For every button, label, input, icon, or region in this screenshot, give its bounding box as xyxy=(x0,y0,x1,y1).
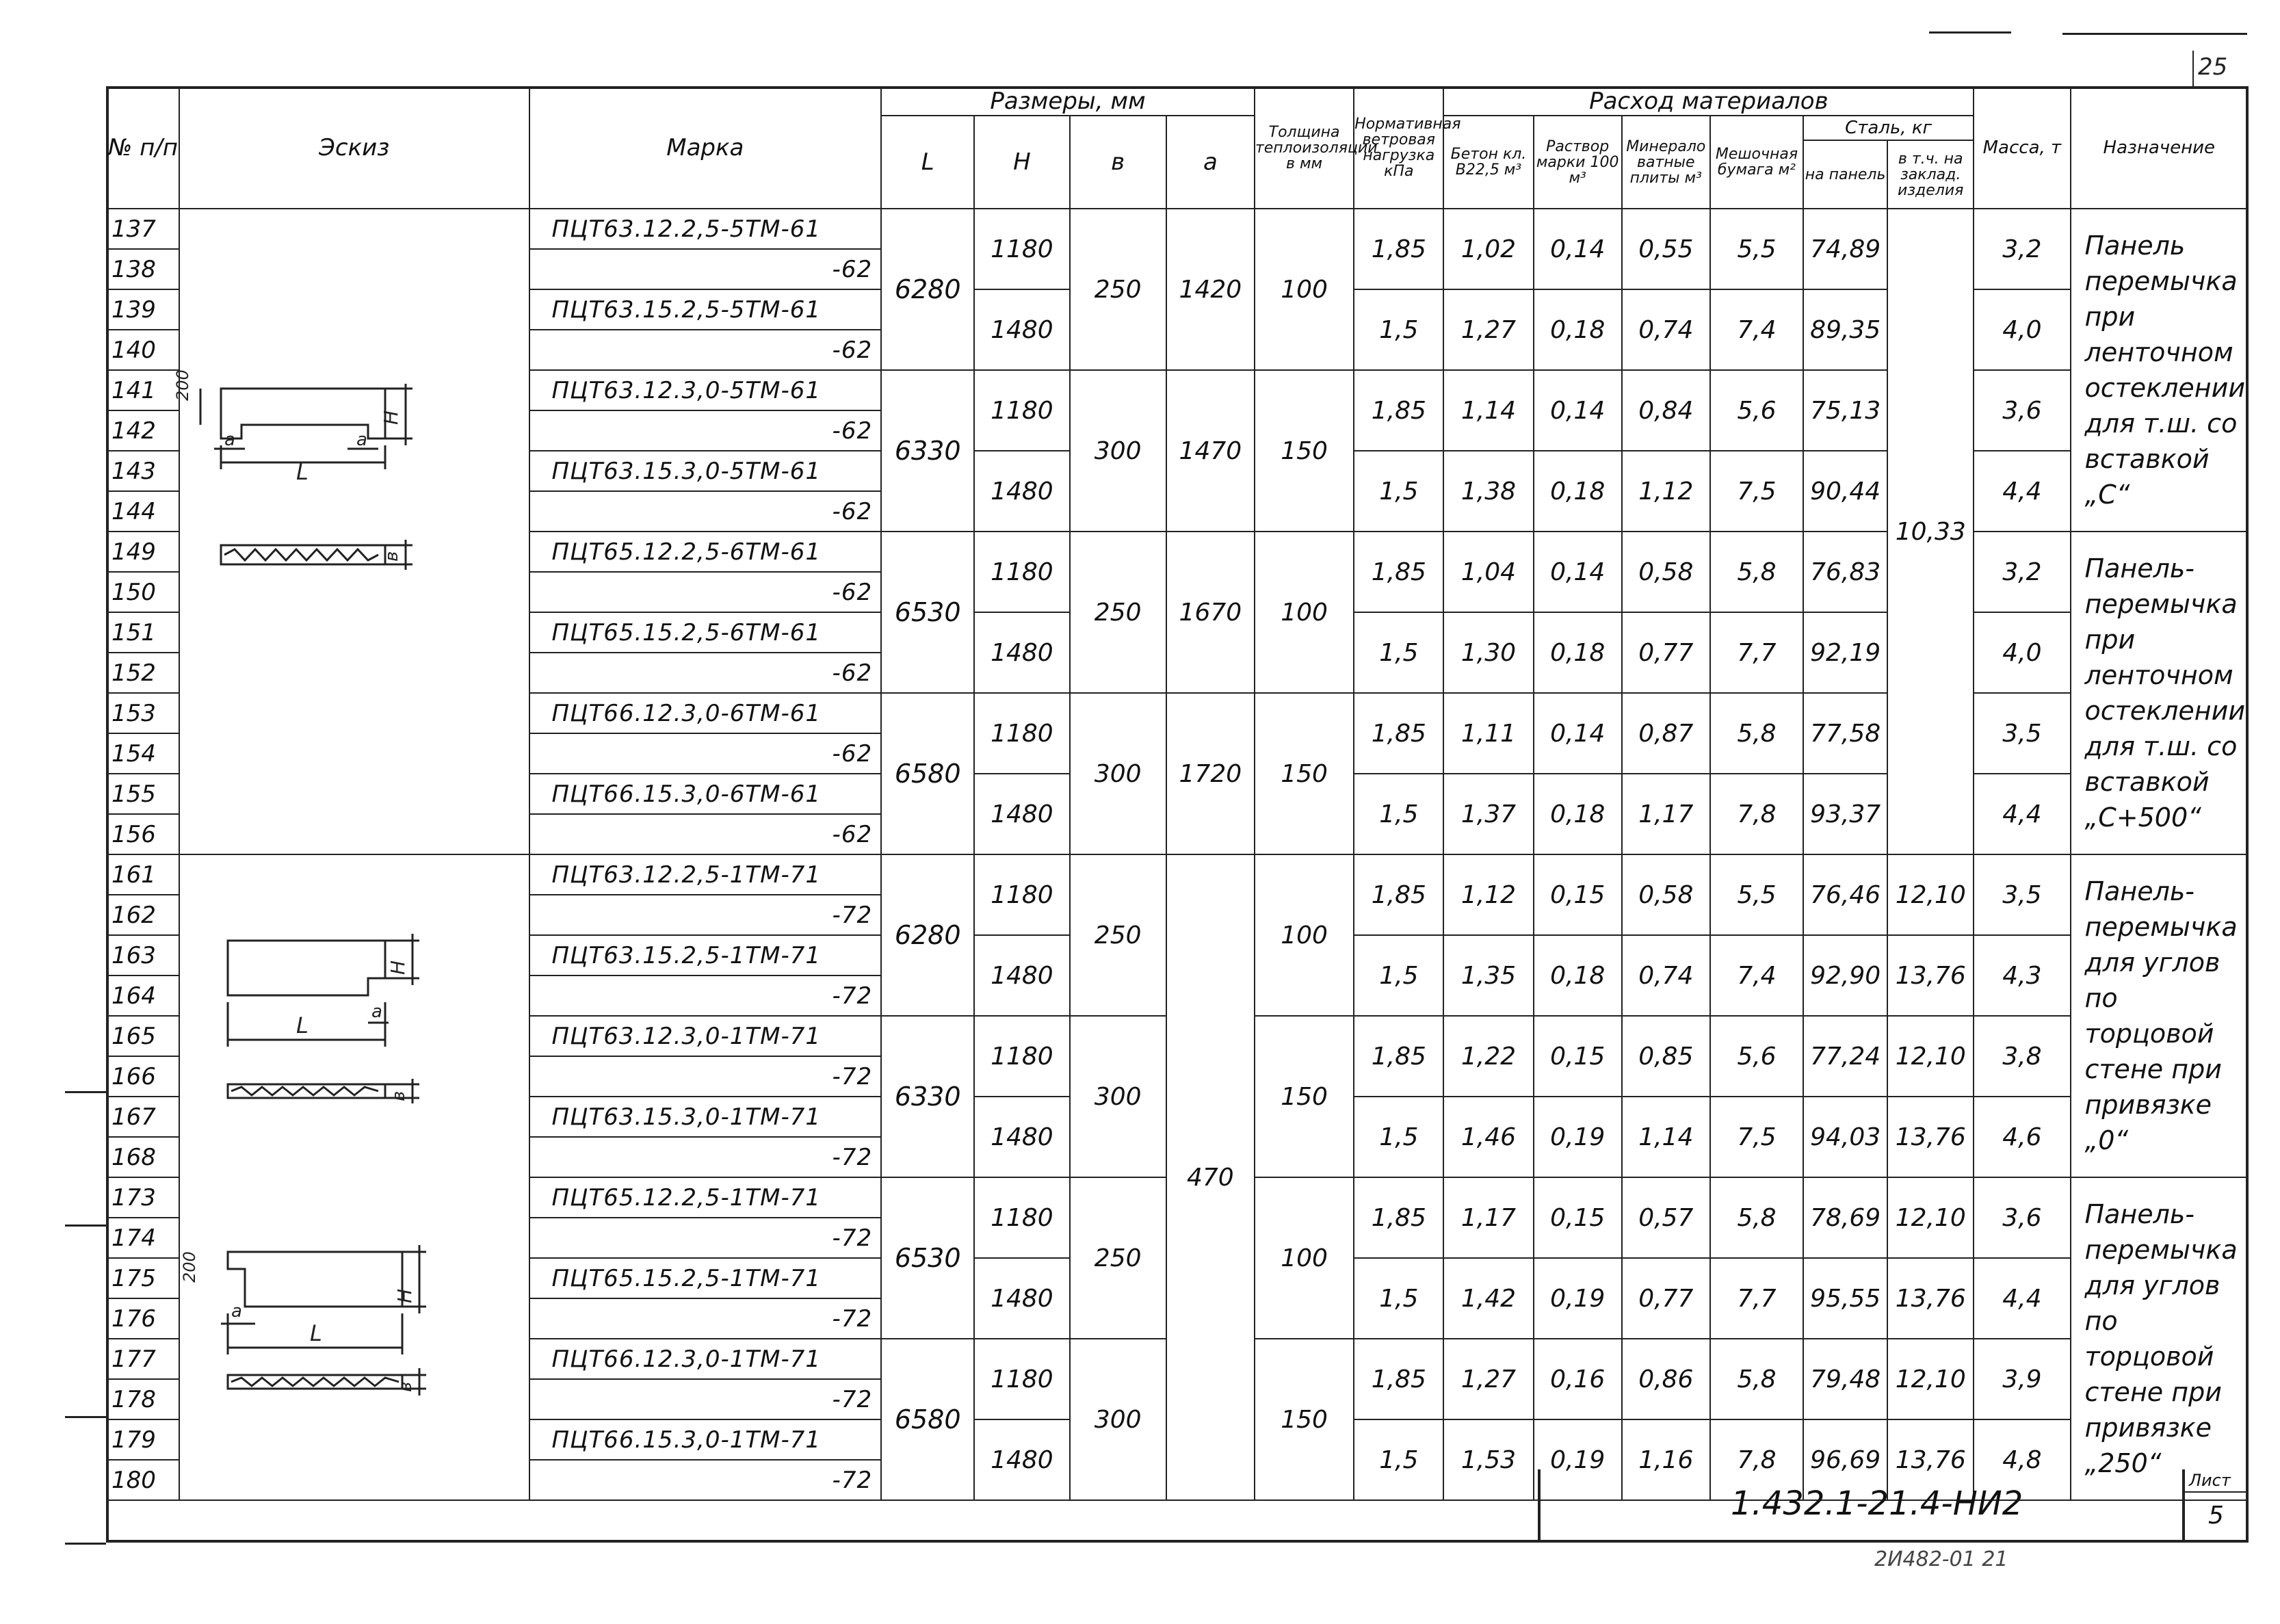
purpose-cell: Панель-перемычка для углов по торцовой стене при привязке „250“ xyxy=(2071,1177,2248,1500)
value-insulation: 150 xyxy=(1255,1016,1354,1177)
header-materials: Расход материалов xyxy=(1443,87,1974,116)
value-a: 1420 xyxy=(1166,209,1255,370)
value-B: 300 xyxy=(1070,1016,1166,1177)
value-paper: 7,8 xyxy=(1710,1419,1803,1500)
value-wind: 1,85 xyxy=(1354,209,1443,289)
value-L: 6330 xyxy=(881,370,974,532)
value-H: 1180 xyxy=(974,209,1069,289)
value-mineral: 1,16 xyxy=(1622,1419,1710,1500)
value-insulation: 150 xyxy=(1255,693,1354,854)
mark-cell: ПЦТ65.12.2,5-1ТМ-71 xyxy=(529,1177,882,1218)
value-steel-panel: 93,37 xyxy=(1803,774,1887,854)
sketch2-a-label: а xyxy=(371,1001,382,1022)
value-steel-panel: 92,19 xyxy=(1803,612,1887,693)
row-number: 167 xyxy=(107,1097,179,1137)
value-L: 6530 xyxy=(881,532,974,693)
header-steel-embedded: в т.ч. на заклад. изделия xyxy=(1887,140,1974,209)
value-H: 1180 xyxy=(974,854,1069,935)
value-H: 1480 xyxy=(974,451,1069,532)
value-wind: 1,5 xyxy=(1354,451,1443,532)
value-concrete: 1,30 xyxy=(1443,612,1533,693)
sketch3-a-label: а xyxy=(231,1301,242,1322)
value-mass: 4,0 xyxy=(1974,612,2070,693)
header-L: L xyxy=(881,116,974,209)
sketch-panel-drawing-2 xyxy=(180,865,527,1489)
value-a: 470 xyxy=(1166,854,1255,1500)
header-steel-panel: на панель xyxy=(1803,140,1887,209)
value-B: 300 xyxy=(1070,370,1166,532)
value-steel-embedded: 13,76 xyxy=(1887,935,1974,1016)
value-steel-embedded: 13,76 xyxy=(1887,1258,1974,1339)
value-wind: 1,5 xyxy=(1354,1419,1443,1500)
mark-cell: -62 xyxy=(529,330,882,370)
mark-cell: -62 xyxy=(529,653,882,693)
value-steel-embedded: 10,33 xyxy=(1887,209,1974,854)
mark-cell: ПЦТ63.12.3,0-1ТМ-71 xyxy=(529,1016,882,1056)
value-steel-embedded: 13,76 xyxy=(1887,1097,1974,1177)
mark-cell: -62 xyxy=(529,733,882,774)
title-block-sheet-divider xyxy=(2182,1469,2185,1541)
value-mortar: 0,16 xyxy=(1534,1339,1622,1419)
mark-cell: -72 xyxy=(529,1056,882,1097)
row-number: 178 xyxy=(107,1379,179,1419)
value-mortar: 0,18 xyxy=(1534,935,1622,1016)
value-mineral: 0,86 xyxy=(1622,1339,1710,1419)
value-mass: 4,8 xyxy=(1974,1419,2070,1500)
value-paper: 7,5 xyxy=(1710,1097,1803,1177)
header-steel: Сталь, кг xyxy=(1803,116,1974,140)
row-number: 152 xyxy=(107,653,179,693)
value-steel-panel: 78,69 xyxy=(1803,1177,1887,1258)
mark-cell: ПЦТ63.15.2,5-5ТМ-61 xyxy=(529,289,882,330)
value-paper: 5,6 xyxy=(1710,1016,1803,1097)
value-mineral: 0,74 xyxy=(1622,935,1710,1016)
value-B: 300 xyxy=(1070,693,1166,854)
value-insulation: 150 xyxy=(1255,1339,1354,1500)
value-wind: 1,5 xyxy=(1354,1258,1443,1339)
value-steel-embedded: 12,10 xyxy=(1887,854,1974,935)
value-B: 250 xyxy=(1070,532,1166,693)
value-mineral: 0,58 xyxy=(1622,532,1710,612)
row-number: 143 xyxy=(107,451,179,491)
sketch-group-1 xyxy=(172,209,529,854)
mark-cell: ПЦТ65.12.2,5-6ТМ-61 xyxy=(529,532,882,572)
value-paper: 7,7 xyxy=(1710,612,1803,693)
header-no: № п/п xyxy=(107,87,179,209)
value-mortar: 0,15 xyxy=(1534,1016,1622,1097)
value-steel-panel: 74,89 xyxy=(1803,209,1887,289)
value-H: 1180 xyxy=(974,1177,1069,1258)
value-mineral: 0,77 xyxy=(1622,1258,1710,1339)
margin-tick xyxy=(65,1224,106,1227)
value-steel-panel: 76,46 xyxy=(1803,854,1887,935)
value-paper: 5,5 xyxy=(1710,854,1803,935)
header-H: Н xyxy=(974,116,1069,209)
purpose-cell: Панель-перемычка при ленточном остеклении для т.ш. со вставкой „С+500“ xyxy=(2071,532,2248,854)
row-number: 138 xyxy=(107,249,179,289)
value-concrete: 1,46 xyxy=(1443,1097,1533,1177)
value-concrete: 1,42 xyxy=(1443,1258,1533,1339)
value-H: 1480 xyxy=(974,935,1069,1016)
value-a: 1470 xyxy=(1166,370,1255,532)
sketch2-b-label: в xyxy=(388,1090,409,1101)
value-concrete: 1,35 xyxy=(1443,935,1533,1016)
value-mineral: 0,85 xyxy=(1622,1016,1710,1097)
sketch2-H-label: Н xyxy=(386,960,409,975)
value-H: 1180 xyxy=(974,370,1069,451)
value-steel-panel: 96,69 xyxy=(1803,1419,1887,1500)
mark-cell: -62 xyxy=(529,572,882,612)
mark-cell: ПЦТ63.12.3,0-5ТМ-61 xyxy=(529,370,882,410)
value-steel-panel: 77,58 xyxy=(1803,693,1887,774)
header-purpose: Назначение xyxy=(2071,87,2248,209)
value-L: 6580 xyxy=(881,1339,974,1500)
title-block-sheet-line xyxy=(2182,1491,2249,1493)
value-mineral: 0,74 xyxy=(1622,289,1710,370)
value-wind: 1,85 xyxy=(1354,693,1443,774)
value-paper: 7,8 xyxy=(1710,774,1803,854)
row-number: 177 xyxy=(107,1339,179,1379)
bottom-note: 2И482-01 21 xyxy=(1874,1547,2008,1571)
row-number: 150 xyxy=(107,572,179,612)
value-concrete: 1,27 xyxy=(1443,1339,1533,1419)
row-number: 154 xyxy=(107,733,179,774)
sheet-label: Лист xyxy=(2189,1471,2231,1490)
page-number-divider xyxy=(2192,51,2194,86)
sketch-group-2 xyxy=(179,854,529,1500)
value-mortar: 0,18 xyxy=(1534,774,1622,854)
value-insulation: 100 xyxy=(1255,532,1354,693)
row-number: 173 xyxy=(107,1177,179,1218)
mark-cell: -72 xyxy=(529,1379,882,1419)
value-steel-panel: 79,48 xyxy=(1803,1339,1887,1419)
value-steel-embedded: 12,10 xyxy=(1887,1339,1974,1419)
value-mortar: 0,15 xyxy=(1534,1177,1622,1258)
value-paper: 5,8 xyxy=(1710,1177,1803,1258)
sketch-dim-200: 200 xyxy=(172,369,192,401)
sketch3-dim-200: 200 xyxy=(179,1251,199,1283)
sketch3-H-label: Н xyxy=(393,1288,416,1303)
mark-cell: ПЦТ63.15.2,5-1ТМ-71 xyxy=(529,935,882,975)
row-number: 142 xyxy=(107,410,179,451)
mark-cell: -62 xyxy=(529,491,882,532)
value-steel-panel: 90,44 xyxy=(1803,451,1887,532)
row-number: 166 xyxy=(107,1056,179,1097)
spec-table xyxy=(106,86,2249,1501)
mark-cell: ПЦТ65.15.2,5-1ТМ-71 xyxy=(529,1258,882,1298)
row-number: 175 xyxy=(107,1258,179,1298)
value-mortar: 0,18 xyxy=(1534,451,1622,532)
value-mortar: 0,14 xyxy=(1534,532,1622,612)
value-mineral: 1,17 xyxy=(1622,774,1710,854)
top-dash xyxy=(2062,33,2247,35)
row-number: 149 xyxy=(107,532,179,572)
value-H: 1480 xyxy=(974,1258,1069,1339)
value-mass: 4,0 xyxy=(1974,289,2070,370)
mark-cell: -72 xyxy=(529,1460,882,1500)
row-number: 156 xyxy=(107,814,179,854)
header-insulation: Толщина теплоизоляции в мм xyxy=(1255,87,1354,209)
top-dash xyxy=(1929,31,2011,34)
value-mineral: 1,14 xyxy=(1622,1097,1710,1177)
row-number: 176 xyxy=(107,1298,179,1339)
mark-cell: ПЦТ65.15.2,5-6ТМ-61 xyxy=(529,612,882,653)
row-number: 139 xyxy=(107,289,179,330)
value-H: 1180 xyxy=(974,1339,1069,1419)
value-concrete: 1,12 xyxy=(1443,854,1533,935)
value-mass: 3,6 xyxy=(1974,1177,2070,1258)
header-a: а xyxy=(1166,116,1255,209)
value-mass: 4,4 xyxy=(1974,451,2070,532)
sketch-panel-drawing-1 xyxy=(172,220,527,843)
value-mass: 3,2 xyxy=(1974,532,2070,612)
margin-tick xyxy=(65,1091,106,1093)
value-H: 1480 xyxy=(974,612,1069,693)
title-block-divider xyxy=(1538,1469,1541,1541)
value-H: 1480 xyxy=(974,1419,1069,1500)
value-concrete: 1,11 xyxy=(1443,693,1533,774)
sketch-L-label: L xyxy=(296,459,309,485)
header-B: в xyxy=(1070,116,1166,209)
value-mass: 3,5 xyxy=(1974,854,2070,935)
value-mass: 3,2 xyxy=(1974,209,2070,289)
mark-cell: ПЦТ66.15.3,0-1ТМ-71 xyxy=(529,1419,882,1460)
sheet-number: 5 xyxy=(2208,1502,2224,1530)
value-mortar: 0,18 xyxy=(1534,612,1622,693)
value-H: 1480 xyxy=(974,289,1069,370)
value-mortar: 0,19 xyxy=(1534,1097,1622,1177)
value-paper: 7,4 xyxy=(1710,289,1803,370)
header-dimensions: Размеры, мм xyxy=(881,87,1255,116)
value-mortar: 0,15 xyxy=(1534,854,1622,935)
value-B: 250 xyxy=(1070,209,1166,370)
value-B: 250 xyxy=(1070,854,1166,1016)
value-H: 1180 xyxy=(974,532,1069,612)
value-concrete: 1,02 xyxy=(1443,209,1533,289)
value-mineral: 0,77 xyxy=(1622,612,1710,693)
value-mortar: 0,19 xyxy=(1534,1258,1622,1339)
sketch-H-label: Н xyxy=(379,410,402,425)
value-steel-embedded: 12,10 xyxy=(1887,1177,1974,1258)
value-insulation: 100 xyxy=(1255,854,1354,1016)
value-paper: 7,7 xyxy=(1710,1258,1803,1339)
value-wind: 1,5 xyxy=(1354,289,1443,370)
value-steel-panel: 75,13 xyxy=(1803,370,1887,451)
mark-cell: -72 xyxy=(529,1218,882,1258)
value-paper: 5,6 xyxy=(1710,370,1803,451)
value-insulation: 100 xyxy=(1255,209,1354,370)
mark-cell: -72 xyxy=(529,1298,882,1339)
row-number: 162 xyxy=(107,895,179,935)
value-wind: 1,85 xyxy=(1354,854,1443,935)
value-mineral: 1,12 xyxy=(1622,451,1710,532)
value-L: 6580 xyxy=(881,693,974,854)
row-number: 161 xyxy=(107,854,179,895)
value-concrete: 1,14 xyxy=(1443,370,1533,451)
mark-cell: ПЦТ66.12.3,0-1ТМ-71 xyxy=(529,1339,882,1379)
value-L: 6530 xyxy=(881,1177,974,1339)
sketch2-L-label: L xyxy=(296,1012,309,1038)
value-mortar: 0,19 xyxy=(1534,1419,1622,1500)
value-mortar: 0,14 xyxy=(1534,209,1622,289)
sketch-b-label: в xyxy=(381,551,402,562)
header-mortar: Раствор марки 100 м³ xyxy=(1534,116,1622,209)
mark-cell: ПЦТ63.12.2,5-1ТМ-71 xyxy=(529,854,882,895)
value-wind: 1,85 xyxy=(1354,370,1443,451)
mark-cell: -72 xyxy=(529,895,882,935)
row-number: 174 xyxy=(107,1218,179,1258)
value-concrete: 1,04 xyxy=(1443,532,1533,612)
value-wind: 1,85 xyxy=(1354,1339,1443,1419)
value-B: 250 xyxy=(1070,1177,1166,1339)
value-steel-panel: 76,83 xyxy=(1803,532,1887,612)
value-paper: 5,8 xyxy=(1710,693,1803,774)
value-concrete: 1,37 xyxy=(1443,774,1533,854)
value-paper: 7,4 xyxy=(1710,935,1803,1016)
value-steel-panel: 95,55 xyxy=(1803,1258,1887,1339)
mark-cell: -72 xyxy=(529,975,882,1016)
value-paper: 5,8 xyxy=(1710,532,1803,612)
purpose-cell: Панель перемычка при ленточном остеклении для т.ш. со вставкой „С“ xyxy=(2071,209,2248,532)
value-mass: 4,6 xyxy=(1974,1097,2070,1177)
row-number: 153 xyxy=(107,693,179,733)
value-insulation: 150 xyxy=(1255,370,1354,532)
header-mass: Масса, т xyxy=(1974,87,2070,209)
document-code: 1.432.1-21.4-НИ2 xyxy=(1731,1484,2023,1523)
row-number: 140 xyxy=(107,330,179,370)
row-number: 141 xyxy=(107,370,179,410)
value-B: 300 xyxy=(1070,1339,1166,1500)
header-mineral: Минерало ватные плиты м³ xyxy=(1622,116,1710,209)
mark-cell: -62 xyxy=(529,249,882,289)
value-steel-embedded: 12,10 xyxy=(1887,1016,1974,1097)
purpose-cell: Панель-перемычка для углов по торцовой стене при привязке „0“ xyxy=(2071,854,2248,1177)
margin-tick xyxy=(65,1543,106,1545)
value-concrete: 1,53 xyxy=(1443,1419,1533,1500)
row-number: 137 xyxy=(107,209,179,249)
value-mass: 4,3 xyxy=(1974,935,2070,1016)
header-wind-load: Нормативная ветровая нагрузка кПа xyxy=(1354,87,1443,209)
value-mineral: 0,55 xyxy=(1622,209,1710,289)
row-number: 179 xyxy=(107,1419,179,1460)
mark-cell: ПЦТ63.15.3,0-5ТМ-61 xyxy=(529,451,882,491)
value-steel-panel: 94,03 xyxy=(1803,1097,1887,1177)
row-number: 165 xyxy=(107,1016,179,1056)
value-paper: 7,5 xyxy=(1710,451,1803,532)
value-wind: 1,5 xyxy=(1354,935,1443,1016)
value-mortar: 0,18 xyxy=(1534,289,1622,370)
value-mortar: 0,14 xyxy=(1534,370,1622,451)
value-H: 1180 xyxy=(974,693,1069,774)
value-wind: 1,5 xyxy=(1354,612,1443,693)
value-steel-panel: 92,90 xyxy=(1803,935,1887,1016)
value-H: 1480 xyxy=(974,774,1069,854)
value-mass: 4,4 xyxy=(1974,1258,2070,1339)
margin-tick xyxy=(65,1416,106,1418)
value-mineral: 0,87 xyxy=(1622,693,1710,774)
value-concrete: 1,22 xyxy=(1443,1016,1533,1097)
value-a: 1670 xyxy=(1166,532,1255,693)
value-paper: 5,5 xyxy=(1710,209,1803,289)
value-mass: 3,6 xyxy=(1974,370,2070,451)
value-L: 6280 xyxy=(881,209,974,370)
header-concrete: Бетон кл. В22,5 м³ xyxy=(1443,116,1533,209)
mark-cell: ПЦТ63.12.2,5-5ТМ-61 xyxy=(529,209,882,249)
value-L: 6330 xyxy=(881,1016,974,1177)
row-number: 180 xyxy=(107,1460,179,1500)
value-paper: 5,8 xyxy=(1710,1339,1803,1419)
value-mass: 3,9 xyxy=(1974,1339,2070,1419)
value-L: 6280 xyxy=(881,854,974,1016)
row-number: 144 xyxy=(107,491,179,532)
value-wind: 1,85 xyxy=(1354,1016,1443,1097)
page-number: 25 xyxy=(2198,53,2228,81)
row-number: 151 xyxy=(107,612,179,653)
value-concrete: 1,38 xyxy=(1443,451,1533,532)
row-number: 163 xyxy=(107,935,179,975)
value-H: 1480 xyxy=(974,1097,1069,1177)
value-mortar: 0,14 xyxy=(1534,693,1622,774)
mark-cell: ПЦТ66.12.3,0-6ТМ-61 xyxy=(529,693,882,733)
mark-cell: -62 xyxy=(529,814,882,854)
sketch-a-label-left: а xyxy=(224,430,235,450)
sketch-a-label-right: а xyxy=(356,430,367,450)
sketch3-L-label: L xyxy=(309,1320,322,1346)
value-mineral: 0,57 xyxy=(1622,1177,1710,1258)
mark-cell: ПЦТ66.15.3,0-6ТМ-61 xyxy=(529,774,882,814)
value-wind: 1,5 xyxy=(1354,774,1443,854)
row-number: 155 xyxy=(107,774,179,814)
value-mineral: 0,84 xyxy=(1622,370,1710,451)
value-steel-panel: 77,24 xyxy=(1803,1016,1887,1097)
value-concrete: 1,17 xyxy=(1443,1177,1533,1258)
mark-cell: ПЦТ63.15.3,0-1ТМ-71 xyxy=(529,1097,882,1137)
mark-cell: -62 xyxy=(529,410,882,451)
value-concrete: 1,27 xyxy=(1443,289,1533,370)
value-mass: 4,4 xyxy=(1974,774,2070,854)
value-mineral: 0,58 xyxy=(1622,854,1710,935)
header-paper: Мешочная бумага м² xyxy=(1710,116,1803,209)
sketch3-b-label: в xyxy=(395,1381,416,1392)
row-number: 164 xyxy=(107,975,179,1016)
value-steel-panel: 89,35 xyxy=(1803,289,1887,370)
value-mass: 3,8 xyxy=(1974,1016,2070,1097)
value-insulation: 100 xyxy=(1255,1177,1354,1339)
value-steel-embedded: 13,76 xyxy=(1887,1419,1974,1500)
value-mass: 3,5 xyxy=(1974,693,2070,774)
value-wind: 1,5 xyxy=(1354,1097,1443,1177)
value-wind: 1,85 xyxy=(1354,532,1443,612)
value-H: 1180 xyxy=(974,1016,1069,1097)
header-mark: Марка xyxy=(529,87,882,209)
row-number: 168 xyxy=(107,1137,179,1177)
value-a: 1720 xyxy=(1166,693,1255,854)
value-wind: 1,85 xyxy=(1354,1177,1443,1258)
header-sketch: Эскиз xyxy=(179,87,529,209)
mark-cell: -72 xyxy=(529,1137,882,1177)
